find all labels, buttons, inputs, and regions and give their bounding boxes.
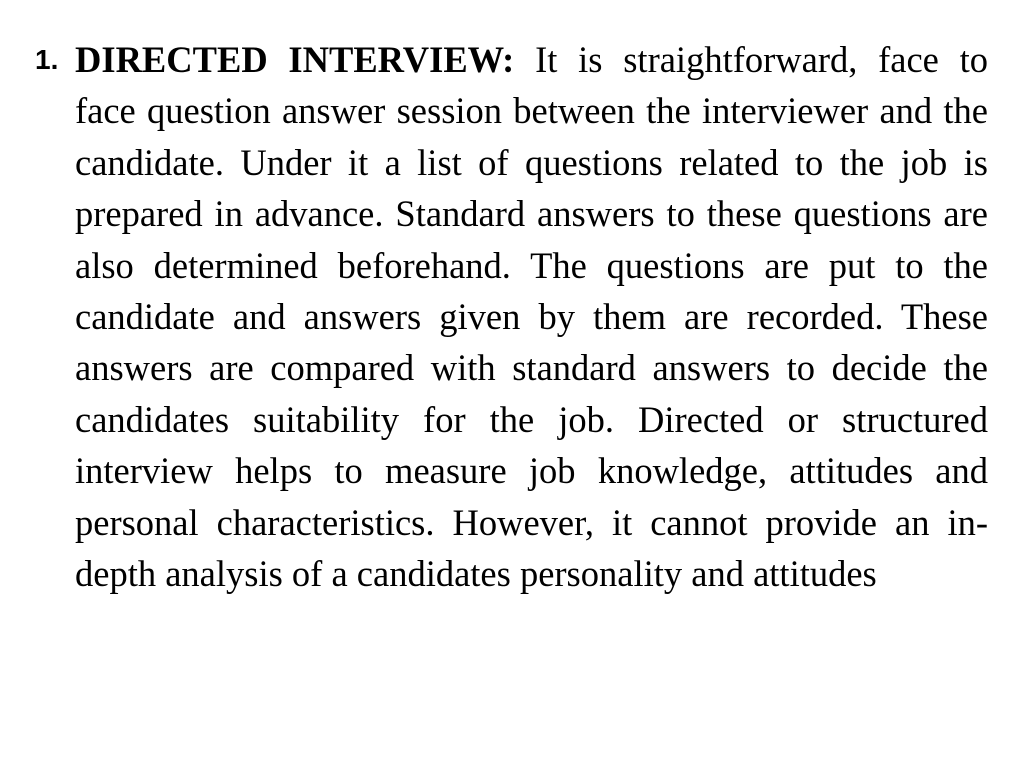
- list-item-paragraph: [75, 34, 988, 599]
- item-body: It is straightforward, face to face question answer session between the interviewer and the candidate. Under it a list of questions related to the job is prepared in advance. Standard answers to these questions are also determined beforehand. The questions are put to the candidate and answers given by them are recorded. These answers are compared with standard answers to decide the candidates suitability for the job. Directed or structured interview helps to measure job knowledge, attitudes and personal characteristics. However, it cannot provide an in-depth analysis of a candidates personality and attitudes: [75, 39, 989, 595]
- list-number: 1.: [35, 44, 59, 75]
- item-heading: DIRECTED INTERVIEW:: [75, 39, 515, 80]
